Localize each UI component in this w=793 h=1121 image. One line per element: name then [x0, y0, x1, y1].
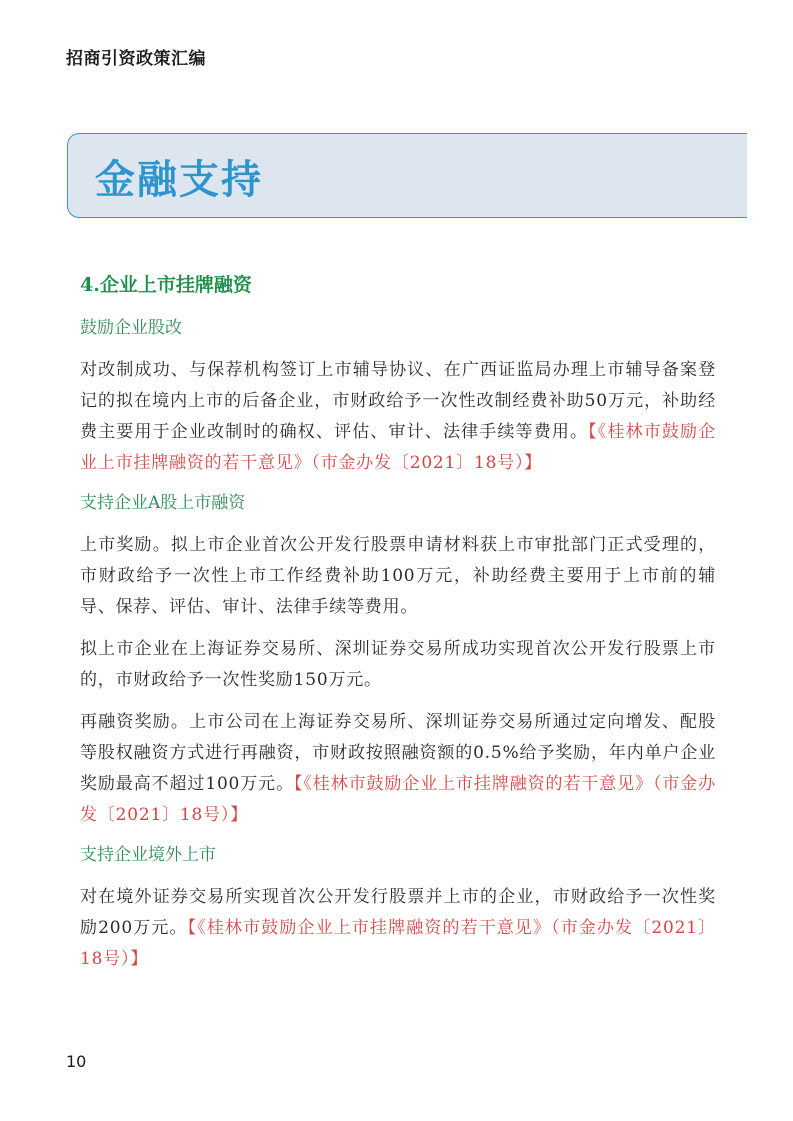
policy-citation: 【《桂林市鼓励企业上市挂牌融资的若干意见》（市金办发〔2021〕18号）】 — [80, 918, 716, 969]
paragraph — [80, 882, 716, 975]
subheading-overseas-listing: 支持企业境外上市 — [80, 845, 216, 865]
subheading-shareholding-reform: 鼓励企业股改 — [80, 318, 182, 338]
paragraph — [80, 634, 716, 696]
main-content — [80, 270, 716, 986]
paragraph-text: 上市奖励。拟上市企业首次公开发行股票申请材料获上市审批部门正式受理的，市财政给予一次性上市工作经费补助100万元，补助经费主要用于上市前的辅导、保荐、评估、审计、法律手续等费用。 — [80, 535, 716, 617]
paragraph-text: 再融资奖励。上市公司在上海证券交易所、深圳证券交易所通过定向增发、配股等股权融资方式进行再融资，市财政按照融资额的0.5%给予奖励，年内单户企业奖励最高不超过100万元。 — [80, 712, 716, 794]
paragraph-text: 拟上市企业在上海证券交易所、深圳证券交易所成功实现首次公开发行股票上市的，市财政给予一次性奖励150万元。 — [80, 639, 716, 690]
subheading-a-share-listing: 支持企业A股上市融资 — [80, 493, 246, 513]
page-number: 10 — [66, 1052, 87, 1071]
document-header-title: 招商引资政策汇编 — [66, 49, 206, 69]
paragraph-text: 对在境外证券交易所实现首次公开发行股票并上市的企业，市财政给予一次性奖励200万元。 — [80, 887, 716, 938]
section-heading: 4.企业上市挂牌融资 — [80, 274, 252, 296]
policy-citation: 【《桂林市鼓励企业上市挂牌融资的若干意见》（市金办发〔2021〕18号）】 — [80, 774, 716, 825]
paragraph — [80, 707, 716, 831]
paragraph-text: 对改制成功、与保荐机构签订上市辅导协议、在广西证监局办理上市辅导备案登记的拟在境内上市的后备企业，市财政给予一次性改制经费补助50万元，补助经费主要用于企业改制时的确权、评估、审计、法律手续等费用。 — [80, 360, 716, 442]
banner-title: 金融支持 — [95, 157, 263, 203]
paragraph — [80, 530, 716, 623]
policy-citation: 【《桂林市鼓励企业上市挂牌融资的若干意见》（市金办发〔2021〕18号）】 — [80, 422, 716, 473]
section-banner — [67, 133, 747, 218]
paragraph — [80, 355, 716, 479]
